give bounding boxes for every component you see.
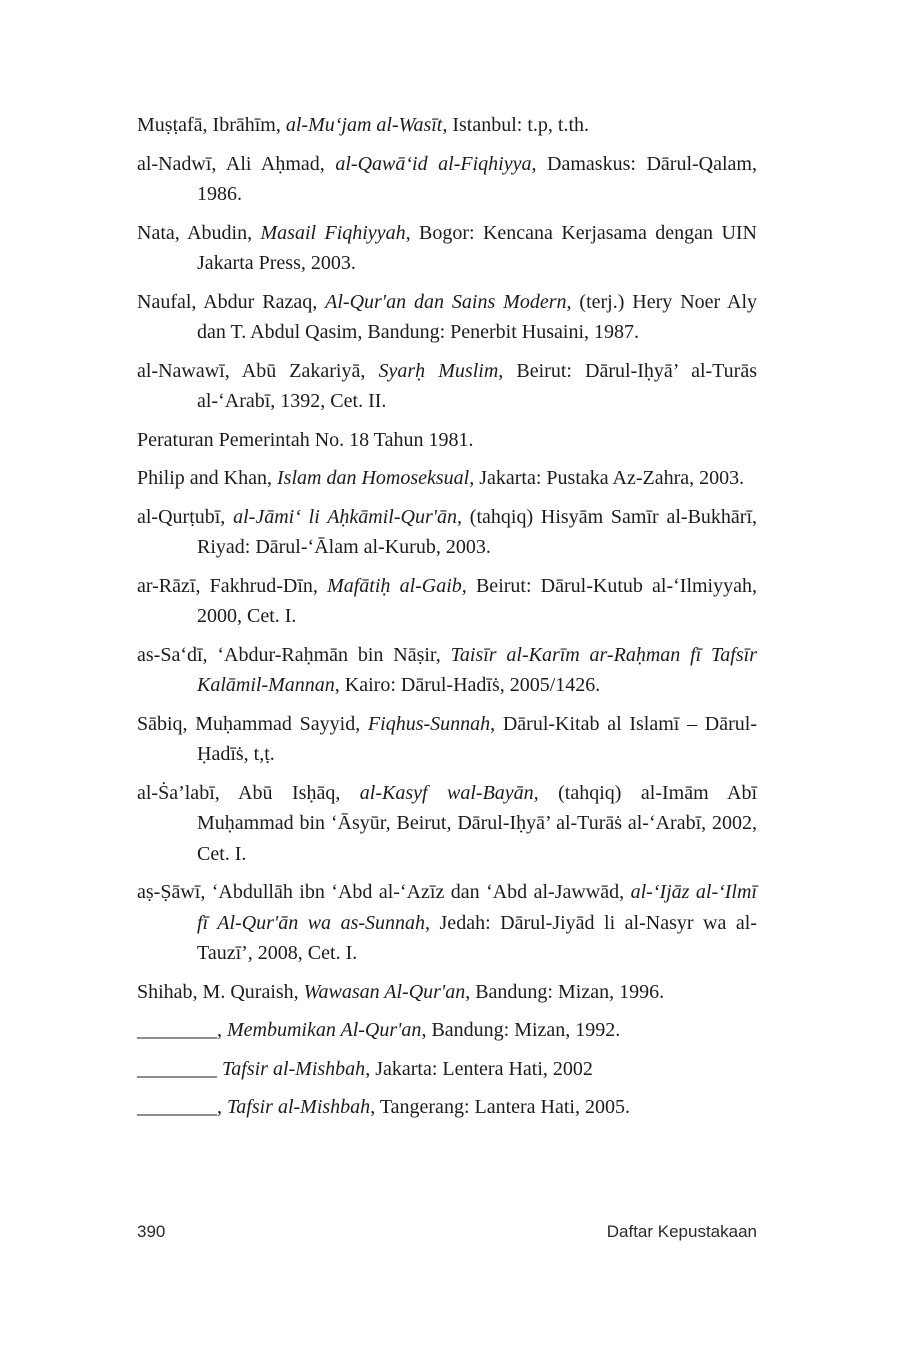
entry-title-italic: Membumikan Al-Qur'an xyxy=(227,1019,422,1041)
entry-text: , Dārul-Kitab al Islamī – Dārul-Ḥadīṡ, t,ṭ. xyxy=(197,712,757,765)
entry-text: Muṣṭafā, Ibrāhīm, xyxy=(137,114,286,136)
bibliography-entry xyxy=(137,709,757,770)
entry-text: , Beirut: Dārul-Iḥyā’ al-Turās al-‘Arabī, 1392, Cet. II. xyxy=(197,359,757,412)
entry-title-italic: Mafātiḥ al-Gaib, xyxy=(327,574,467,597)
entry-title-italic: Al-Qur'an dan Sains Modern, xyxy=(325,290,572,313)
bibliography-entry xyxy=(137,877,757,969)
bibliography-entry xyxy=(137,218,757,279)
entry-text: al-Ṡa’labī, Abū Isḥāq, xyxy=(137,781,360,804)
entry-text: al-Nawawī, Abū Zakariyā, xyxy=(137,359,379,382)
entry-title-italic: Masail Fiqhiyyah xyxy=(260,221,406,244)
entry-text: (tahqiq) Hisyām Samīr al-Bukhārī, Riyad: Dārul-‘Ālam al-Kurub, 2003. xyxy=(197,505,758,558)
entry-title-italic: al-Mu‘jam al-Wasīt xyxy=(285,114,443,136)
entry-title-italic: Syarḥ Muslim xyxy=(378,359,499,382)
entry-text: Jakarta: Pustaka Az-Zahra, 2003. xyxy=(474,467,745,489)
footer-section-title: Daftar Kepustakaan xyxy=(606,1222,757,1241)
entry-title-italic: al-Jāmi‘ li Aḥkāmil-Qur'ān, xyxy=(233,505,463,528)
entry-text: ________, xyxy=(137,1019,227,1041)
bibliography-entry xyxy=(137,977,757,1008)
entry-title-italic: Fiqhus-Sunnah xyxy=(367,712,491,735)
bibliography-list xyxy=(137,110,757,1131)
entry-text: , Jakarta: Lentera Hati, 2002 xyxy=(365,1057,593,1080)
entry-text: aṣ-Ṣāwī, ‘Abdullāh ibn ‘Abd al-‘Azīz dan ‘Abd al-Jawwād, xyxy=(137,881,631,903)
page-footer xyxy=(137,1222,757,1242)
entry-text: ________, xyxy=(137,1096,227,1118)
entry-text: Nata, Abudin, xyxy=(137,221,261,244)
entry-text: , Istanbul: t.p, t.th. xyxy=(442,114,590,136)
entry-title-italic: Wawasan Al-Qur'an xyxy=(303,980,466,1003)
bibliography-entry xyxy=(137,287,757,348)
entry-text: , Bogor: Kencana Kerjasama dengan UIN Jakarta Press, 2003. xyxy=(197,221,757,274)
bibliography-entry xyxy=(137,1015,757,1046)
entry-text: Sābiq, Muḥammad Sayyid, xyxy=(137,712,368,735)
bibliography-entry xyxy=(137,778,757,870)
entry-title-italic: al-Qawā‘id al-Fiqhiyya xyxy=(335,152,532,175)
entry-text: Peraturan Pemerintah No. 18 Tahun 1981. xyxy=(137,428,474,451)
bibliography-entry xyxy=(137,571,757,632)
bibliography-entry xyxy=(137,110,757,141)
entry-text: al-Qurṭubī, xyxy=(137,505,234,528)
entry-title-italic: Tafsir al-Mishbah xyxy=(227,1096,371,1118)
entry-title-italic: al-‘Ijāz al-‘Ilmī fī Al-Qur'ān wa as-Sunnah xyxy=(197,881,757,934)
entry-title-italic: Tafsir al-Mishbah xyxy=(222,1057,366,1080)
entry-text: Shihab, M. Quraish, xyxy=(137,980,304,1003)
bibliography-entry xyxy=(137,463,757,494)
entry-title-italic: Taisīr al-Karīm ar-Raḥman fī Tafsīr Kalāmil-Mannan xyxy=(197,643,757,696)
entry-text: Naufal, Abdur Razaq, xyxy=(137,290,326,313)
entry-text: , Tangerang: Lantera Hati, 2005. xyxy=(370,1096,630,1118)
entry-text: , Jedah: Dārul-Jiyād li al-Nasyr wa al-Tauzī’, 2008, Cet. I. xyxy=(197,911,757,964)
bibliography-entry xyxy=(137,640,757,701)
entry-text: ar-Rāzī, Fakhrud-Dīn, xyxy=(137,574,328,597)
entry-text: , Damaskus: Dārul-Qalam, 1986. xyxy=(197,152,757,205)
entry-text: , Bandung: Mizan, 1992. xyxy=(421,1019,621,1041)
entry-text: (tahqiq) al-Imām Abī Muḥammad bin ‘Āsyūr, Beirut, Dārul-Iḥyā’ al-Turāṡ al-‘Arabī, 2002, Cet. I. xyxy=(197,781,757,865)
page-number: 390 xyxy=(137,1222,166,1241)
entry-text: al-Nadwī, Ali Aḥmad, xyxy=(137,152,336,175)
entry-text: as-Sa‘dī, ‘Abdur-Raḥmān bin Nāṣir, xyxy=(137,643,451,666)
bibliography-entry xyxy=(137,502,757,563)
entry-text: (terj.) Hery Noer Aly dan T. Abdul Qasim, Bandung: Penerbit Husaini, 1987. xyxy=(197,290,757,343)
entry-text: Beirut: Dārul-Kutub al-‘Ilmiyyah, 2000, Cet. I. xyxy=(197,574,757,627)
entry-title-italic: Islam dan Homoseksual, xyxy=(277,467,475,489)
bibliography-entry xyxy=(137,356,757,417)
bibliography-entry xyxy=(137,1092,757,1123)
entry-text: ________ xyxy=(137,1057,222,1080)
bibliography-entry xyxy=(137,425,757,456)
entry-text: , Bandung: Mizan, 1996. xyxy=(465,980,665,1003)
bibliography-entry xyxy=(137,1054,757,1085)
entry-text: , Kairo: Dārul-Hadīṡ, 2005/1426. xyxy=(334,674,601,696)
entry-title-italic: al-Kasyf wal-Bayān, xyxy=(359,781,539,804)
entry-text: Philip and Khan, xyxy=(137,467,277,489)
bibliography-entry xyxy=(137,149,757,210)
